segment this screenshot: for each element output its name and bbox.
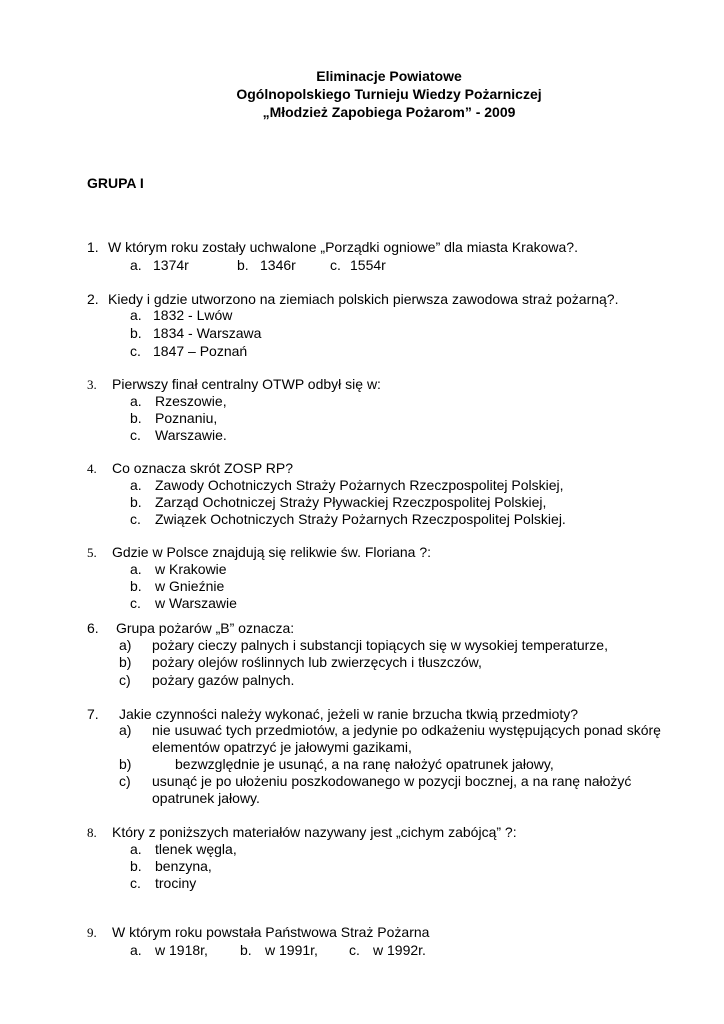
q5-answer-c-letter: c. — [130, 595, 141, 611]
question-9-number: 9. — [87, 925, 97, 940]
q9-answer-c-letter: c. — [349, 942, 360, 958]
q7-answer-b-letter: b) — [119, 756, 132, 772]
q5-answer-b-letter: b. — [130, 578, 142, 594]
question-7-text: Jakie czynności należy wykonać, jeżeli w ranie brzucha tkwią przedmioty? — [119, 706, 579, 722]
q7-answer-c-letter: c) — [119, 773, 131, 789]
q7-answer-c-continued: opatrunek jałowy. — [152, 790, 260, 806]
q1-answer-b: 1346r — [260, 257, 296, 273]
q4-answer-c-letter: c. — [130, 511, 141, 527]
q6-answer-a: pożary cieczy palnych i substancji topiących się w wysokiej temperaturze, — [152, 637, 608, 653]
q1-answer-c: 1554r — [350, 257, 386, 273]
q2-answer-a: 1832 - Lwów — [153, 307, 233, 323]
question-2-text: Kiedy i gdzie utworzono na ziemiach polskich pierwsza zawodowa straż pożarną?. — [108, 291, 619, 307]
question-2-number: 2. — [87, 291, 99, 307]
q6-answer-c: pożary gazów palnych. — [152, 672, 295, 688]
q2-answer-c: 1847 – Poznań — [153, 343, 248, 359]
group-title: GRUPA I — [87, 175, 144, 191]
q4-answer-a: Zawody Ochotniczych Straży Pożarnych Rzeczpospolitej Polskiej, — [155, 477, 564, 493]
question-1-text: W którym roku zostały uchwalone „Porządki ogniowe” dla miasta Krakowa?. — [108, 239, 578, 255]
q4-answer-c: Związek Ochotniczych Straży Pożarnych Rzeczpospolitej Polskiej. — [155, 511, 566, 527]
q6-answer-c-letter: c) — [119, 672, 131, 688]
q8-answer-a-letter: a. — [130, 841, 142, 857]
q5-answer-b: w Gnieźnie — [155, 578, 225, 594]
q5-answer-a: w Krakowie — [155, 561, 227, 577]
q3-answer-b-letter: b. — [130, 410, 142, 426]
q8-answer-b: benzyna, — [155, 858, 212, 874]
q2-answer-a-letter: a. — [130, 307, 142, 323]
q7-answer-c: usunąć je po ułożeniu poszkodowanego w pozycji bocznej, a na ranę nałożyć — [152, 773, 632, 789]
question-6-text: Grupa pożarów „B” oznacza: — [116, 620, 295, 636]
q2-answer-c-letter: c. — [130, 343, 141, 359]
q8-answer-b-letter: b. — [130, 858, 142, 874]
q5-answer-a-letter: a. — [130, 561, 142, 577]
q3-answer-c-letter: c. — [130, 427, 141, 443]
q1-answer-b-letter: b. — [237, 257, 249, 273]
header-line-2: Ogólnopolskiego Turnieju Wiedzy Pożarniczej — [236, 86, 542, 102]
question-3-number: 3. — [87, 377, 97, 392]
q9-answer-c: w 1992r. — [373, 942, 426, 958]
question-4-number: 4. — [87, 461, 97, 476]
question-5-number: 5. — [87, 545, 97, 560]
q7-answer-b: bezwzględnie je usunąć, a na ranę nałożyć opatrunek jałowy, — [175, 756, 554, 772]
q7-answer-a: nie usuwać tych przedmiotów, a jedynie po odkażeniu występujących ponad skórę — [152, 722, 661, 738]
header-line-3: „Młodzież Zapobiega Pożarom” - 2009 — [262, 104, 516, 120]
q7-answer-a-letter: a) — [119, 722, 132, 738]
q2-answer-b: 1834 - Warszawa — [153, 325, 262, 341]
q6-answer-a-letter: a) — [119, 637, 132, 653]
q1-answer-a: 1374r — [153, 257, 189, 273]
header-line-1: Eliminacje Powiatowe — [316, 68, 462, 84]
q4-answer-a-letter: a. — [130, 477, 142, 493]
q6-answer-b-letter: b) — [119, 654, 132, 670]
q2-answer-b-letter: b. — [130, 325, 142, 341]
q3-answer-c: Warszawie. — [155, 427, 227, 443]
question-3-text: Pierwszy finał centralny OTWP odbył się w: — [112, 376, 381, 392]
q8-answer-c-letter: c. — [130, 875, 141, 891]
q3-answer-a-letter: a. — [130, 393, 142, 409]
question-5-text: Gdzie w Polsce znajdują się relikwie św. Floriana ?: — [112, 544, 432, 560]
question-8-text: Który z poniższych materiałów nazywany jest „cichym zabójcą” ?: — [112, 824, 517, 840]
q8-answer-c: trociny — [155, 875, 197, 891]
question-4-text: Co oznacza skrót ZOSP RP? — [112, 460, 294, 476]
q5-answer-c: w Warszawie — [155, 595, 237, 611]
q4-answer-b-letter: b. — [130, 494, 142, 510]
q9-answer-b-letter: b. — [240, 942, 252, 958]
question-7-number: 7. — [87, 706, 99, 722]
q9-answer-a: w 1918r, — [155, 942, 208, 958]
q9-answer-b: w 1991r, — [265, 942, 318, 958]
q7-answer-a-continued: elementów opatrzyć je jałowymi gazikami, — [152, 739, 412, 755]
question-1-number: 1. — [87, 239, 99, 255]
q3-answer-a: Rzeszowie, — [155, 393, 227, 409]
question-8-number: 8. — [87, 825, 97, 840]
q1-answer-c-letter: c. — [330, 257, 341, 273]
question-9-text: W którym roku powstała Państwowa Straż Pożarna — [112, 924, 430, 940]
q4-answer-b: Zarząd Ochotniczej Straży Pływackiej Rzeczpospolitej Polskiej, — [155, 494, 547, 510]
q6-answer-b: pożary olejów roślinnych lub zwierzęcych i tłuszczów, — [152, 654, 482, 670]
q3-answer-b: Poznaniu, — [155, 410, 218, 426]
q8-answer-a: tlenek węgla, — [155, 841, 237, 857]
q9-answer-a-letter: a. — [130, 942, 142, 958]
question-6-number: 6. — [87, 620, 99, 636]
q1-answer-a-letter: a. — [130, 257, 142, 273]
